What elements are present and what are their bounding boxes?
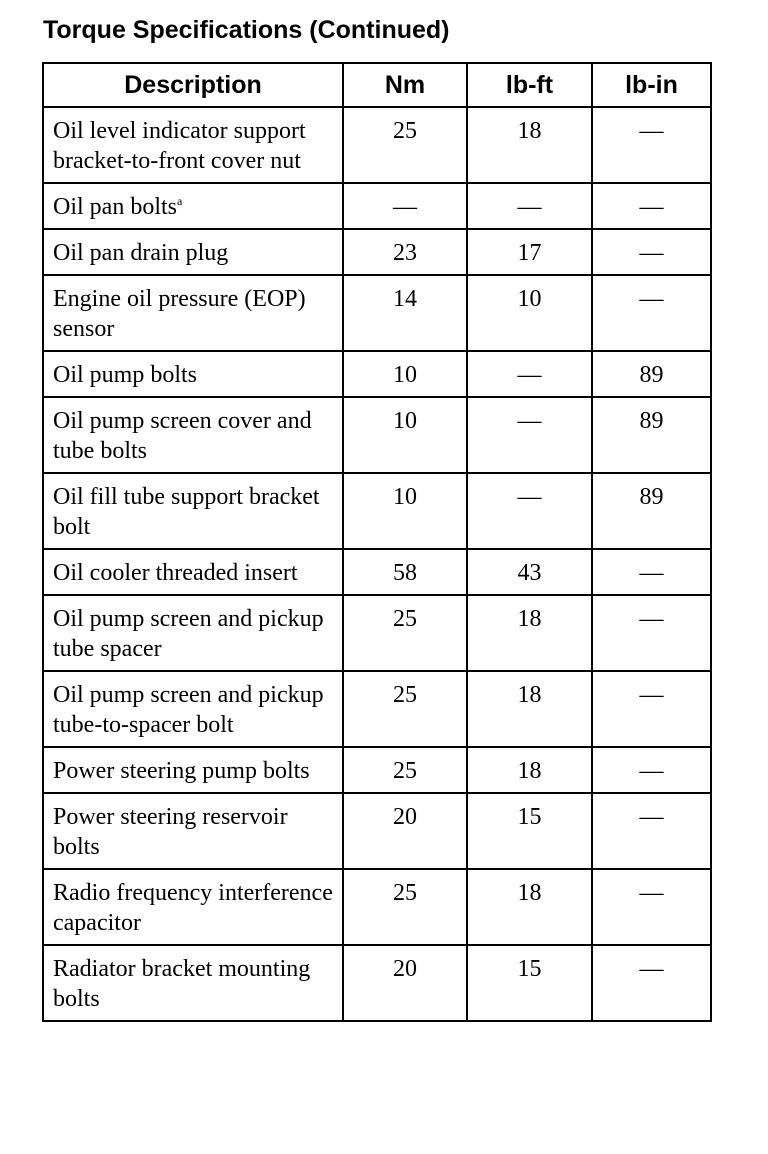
torque-spec-table [42, 62, 712, 1022]
cell-lbin: — [592, 671, 711, 747]
header-lbin: lb-in [592, 63, 711, 107]
page-title: Torque Specifications (Continued) [43, 16, 450, 44]
cell-lbft: 43 [467, 549, 592, 595]
footnote-marker: a [177, 194, 183, 208]
header-description: Description [43, 63, 343, 107]
cell-lbft: — [467, 351, 592, 397]
table-row [43, 229, 711, 275]
cell-nm: 23 [343, 229, 467, 275]
cell-nm: 25 [343, 869, 467, 945]
cell-lbin: — [592, 793, 711, 869]
cell-description: Oil pump bolts [43, 351, 343, 397]
cell-lbft: 18 [467, 107, 592, 183]
cell-lbin: — [592, 549, 711, 595]
table-row [43, 549, 711, 595]
cell-nm: 58 [343, 549, 467, 595]
cell-lbft: — [467, 183, 592, 229]
cell-description: Oil pan drain plug [43, 229, 343, 275]
cell-lbft: 10 [467, 275, 592, 351]
cell-description: Oil level indicator support bracket-to-front cover nut [43, 107, 343, 183]
cell-description: Power steering pump bolts [43, 747, 343, 793]
cell-nm: 20 [343, 945, 467, 1021]
cell-nm: 25 [343, 595, 467, 671]
table-row [43, 275, 711, 351]
cell-lbin: — [592, 595, 711, 671]
cell-description: Engine oil pressure (EOP) sensor [43, 275, 343, 351]
table-row [43, 397, 711, 473]
table-row [43, 869, 711, 945]
cell-nm: 20 [343, 793, 467, 869]
table-row [43, 747, 711, 793]
cell-lbin: 89 [592, 351, 711, 397]
cell-description: Power steering reservoir bolts [43, 793, 343, 869]
table-row [43, 473, 711, 549]
cell-lbft: — [467, 473, 592, 549]
cell-description: Radiator bracket mounting bolts [43, 945, 343, 1021]
cell-description [43, 183, 343, 229]
table-row [43, 107, 711, 183]
cell-nm: — [343, 183, 467, 229]
cell-description: Radio frequency interference capacitor [43, 869, 343, 945]
cell-lbft: 15 [467, 793, 592, 869]
table-row [43, 793, 711, 869]
cell-lbin: — [592, 869, 711, 945]
cell-lbin: — [592, 107, 711, 183]
cell-nm: 25 [343, 671, 467, 747]
cell-description: Oil cooler threaded insert [43, 549, 343, 595]
cell-nm: 10 [343, 351, 467, 397]
cell-nm: 10 [343, 473, 467, 549]
table-row [43, 183, 711, 229]
cell-lbft: 18 [467, 747, 592, 793]
cell-description: Oil pump screen cover and tube bolts [43, 397, 343, 473]
cell-lbin: — [592, 229, 711, 275]
table-row [43, 595, 711, 671]
cell-nm: 25 [343, 747, 467, 793]
cell-lbin: — [592, 747, 711, 793]
cell-lbft: 17 [467, 229, 592, 275]
table-row [43, 945, 711, 1021]
cell-lbft: 18 [467, 595, 592, 671]
cell-description: Oil pump screen and pickup tube spacer [43, 595, 343, 671]
cell-lbft: 15 [467, 945, 592, 1021]
cell-lbin: 89 [592, 473, 711, 549]
cell-lbft: 18 [467, 869, 592, 945]
description-text: Oil pan bolts [53, 194, 177, 220]
cell-nm: 25 [343, 107, 467, 183]
cell-lbft: 18 [467, 671, 592, 747]
cell-nm: 10 [343, 397, 467, 473]
cell-description: Oil pump screen and pickup tube-to-spacer bolt [43, 671, 343, 747]
table-row [43, 351, 711, 397]
cell-lbin: — [592, 945, 711, 1021]
header-nm: Nm [343, 63, 467, 107]
table-header-row [43, 63, 711, 107]
header-lbft: lb-ft [467, 63, 592, 107]
cell-nm: 14 [343, 275, 467, 351]
table-row [43, 671, 711, 747]
cell-lbft: — [467, 397, 592, 473]
cell-lbin: — [592, 275, 711, 351]
cell-lbin: — [592, 183, 711, 229]
cell-description: Oil fill tube support bracket bolt [43, 473, 343, 549]
cell-lbin: 89 [592, 397, 711, 473]
